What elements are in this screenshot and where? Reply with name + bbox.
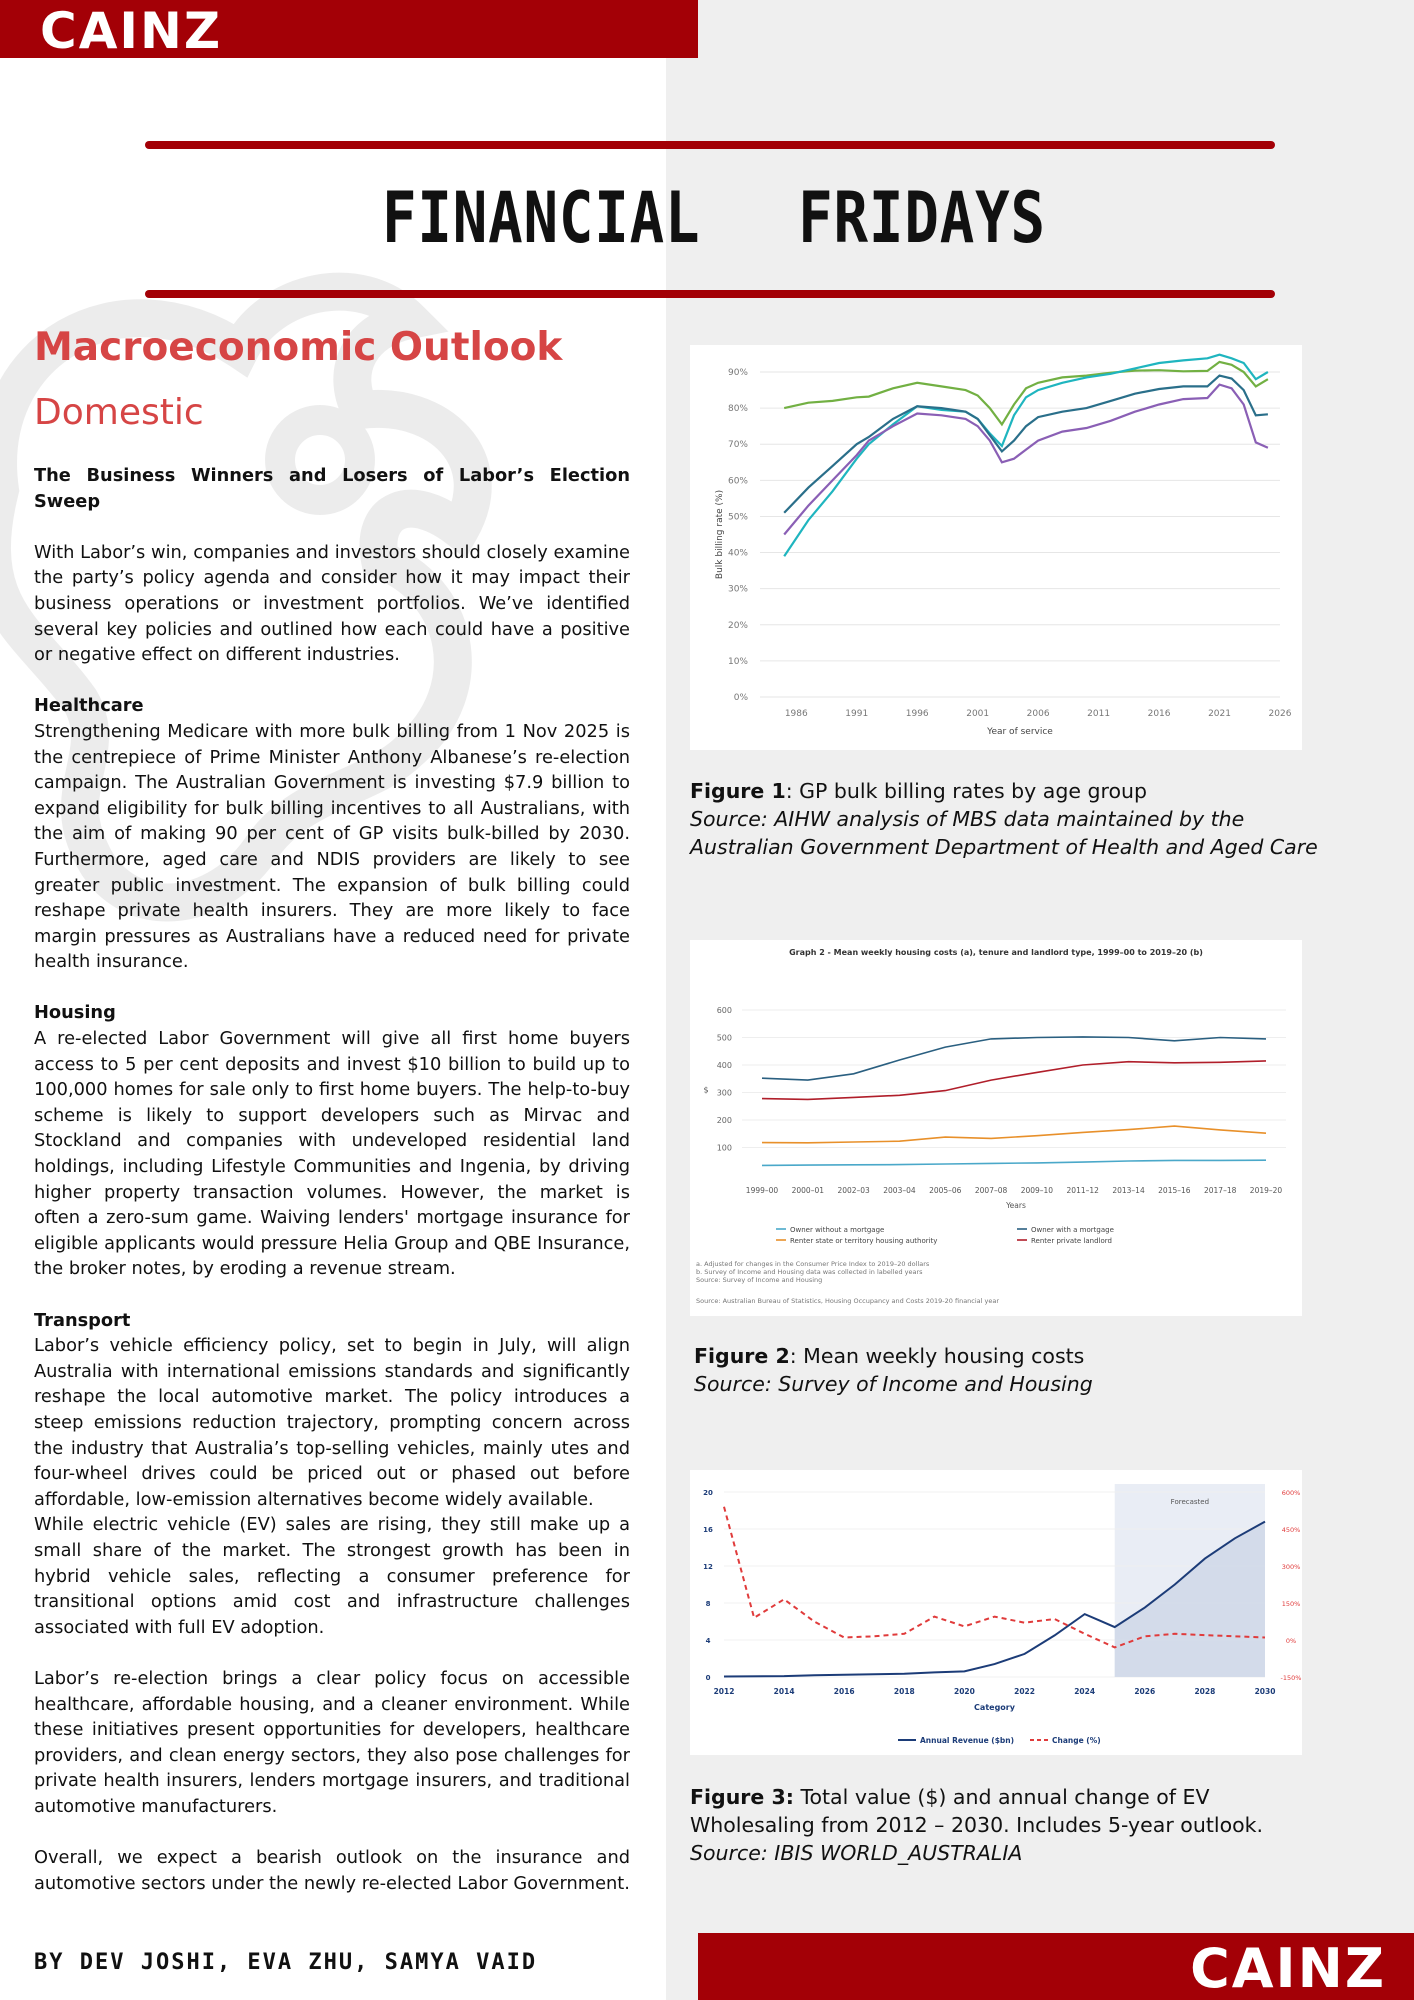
x-tick-label: 2000–01	[791, 1186, 825, 1195]
y2-tick-label: 150%	[1281, 1600, 1301, 1608]
legend-label: Annual Revenue ($bn)	[920, 1736, 1015, 1745]
y-tick-label: 50%	[727, 512, 748, 523]
cainz-logo-bottom: CAINZ	[1190, 1937, 1386, 2000]
x-tick-label: 1999–00	[745, 1186, 779, 1195]
x-tick-label: 2007–08	[974, 1186, 1008, 1195]
chart-1-svg	[690, 345, 1302, 750]
series-line-0	[762, 1160, 1266, 1165]
legend-label: Owner with a mortgage	[1031, 1226, 1114, 1234]
figure-3-label: Figure 3:	[690, 1785, 794, 1809]
legend-label: Change (%)	[1052, 1736, 1101, 1745]
cainz-logo-top: CAINZ	[40, 2, 223, 60]
series-line-1	[762, 1037, 1266, 1080]
figure-2-title: : Mean weekly housing costs	[789, 1344, 1085, 1368]
y-axis-label: $	[703, 1085, 709, 1095]
forecast-annotation: Forecasted	[1170, 1498, 1210, 1506]
byline: BY DEV JOSHI, EVA ZHU, SAMYA VAID	[34, 1950, 538, 1975]
y-tick-label: 300	[716, 1088, 732, 1098]
legend-label: Renter private landlord	[1031, 1237, 1112, 1245]
figure-2-label: Figure 2	[694, 1344, 790, 1368]
x-tick-label: 2009–10	[1020, 1186, 1054, 1195]
y-tick-label: 20	[703, 1489, 713, 1497]
x-tick-label: 2003–04	[883, 1186, 916, 1195]
figure-1-caption	[690, 777, 1330, 861]
x-tick-label: 1996	[905, 709, 929, 719]
x-tick-label: 2030	[1254, 1687, 1276, 1696]
series-line-3	[762, 1061, 1266, 1100]
figure-2-caption	[694, 1342, 1334, 1398]
chart-2-svg	[690, 940, 1302, 1316]
y-tick-label: 90%	[727, 368, 748, 378]
x-axis-label: Year of service	[987, 727, 1053, 737]
x-tick-label: 2006	[1026, 709, 1050, 719]
housing-heading: Housing	[34, 1002, 116, 1024]
figure-1-source: Source: AIHW analysis of MBS data maintained by the Australian Government Department of Health and Aged Care	[690, 807, 1318, 859]
y-tick-label: 16	[703, 1526, 713, 1534]
figure-1-chart	[690, 345, 1302, 750]
x-tick-label: 2002–03	[837, 1186, 870, 1195]
y-tick-label: 200	[716, 1116, 732, 1125]
figure-1-title: : GP bulk billing rates by age group	[785, 779, 1148, 803]
masthead-right-word: FRIDAYS	[798, 177, 1046, 259]
masthead-rule-bottom	[145, 290, 1275, 298]
healthcare-body: Strengthening Medicare with more bulk billing from 1 Nov 2025 is the centrepiece of Prime Minister Anthony Albanese’s re-election campaign. The Australian Government is investing $7.9 billion to expand eligibility for bulk billing incentives to all Australians, with the aim of making 90 per cent of GP visits bulk-billed by 2030. Furthermore, aged care and NDIS providers are likely to see greater public investment. The expansion of bulk billing could reshape private health insurers. They are more likely to face margin pressures as Australians have a reduced need for private health insurance.	[34, 720, 630, 973]
y-tick-label: 40%	[727, 548, 748, 559]
x-tick-label: 2014	[773, 1687, 795, 1696]
x-tick-label: 1986	[784, 709, 808, 719]
legend-label: Renter state or territory housing authority	[790, 1237, 938, 1245]
x-tick-label: 2001	[966, 709, 990, 719]
y-axis-label: Bulk billing rate (%)	[715, 489, 725, 580]
transport-heading: Transport	[34, 1309, 131, 1331]
y2-tick-label: 300%	[1281, 1563, 1301, 1571]
figure-3-chart	[690, 1470, 1302, 1755]
article-outlook: Overall, we expect a bearish outlook on the insurance and automotive sectors under the newly re-elected Labor Government.	[34, 1847, 630, 1894]
section-subheading: Domestic	[34, 392, 204, 433]
x-tick-label: 2026	[1134, 1687, 1156, 1696]
section-heading: Macroeconomic Outlook	[34, 325, 563, 370]
article-conclusion: Labor’s re-election brings a clear policy focus on accessible healthcare, affordable housing, and a cleaner environment. While these initiatives present opportunities for developers, healthcare providers, and clean energy sectors, they also pose challenges for private health insurers, lenders mortgage insurers, and traditional automotive manufacturers.	[34, 1667, 630, 1817]
y-tick-label: 80%	[727, 404, 748, 415]
x-tick-label: 2020	[954, 1687, 975, 1696]
y-tick-label: 600	[716, 1006, 732, 1015]
y2-tick-label: 0%	[1285, 1637, 1297, 1645]
x-tick-label: 2013–14	[1112, 1186, 1145, 1195]
x-tick-label: 2019–20	[1249, 1186, 1283, 1195]
chart-note: Source: Australian Bureau of Statistics, Housing Occupancy and Costs 2019-20 financial year	[696, 1297, 1000, 1305]
article-body	[34, 463, 630, 1896]
figure-3-source: Source: IBIS WORLD_AUSTRALIA	[690, 1841, 1023, 1865]
y-tick-label: 400	[716, 1061, 732, 1070]
article-title: The Business Winners and Losers of Labor’s Election Sweep	[34, 465, 630, 512]
x-tick-label: 1991	[845, 709, 869, 719]
chart-note: Source: Survey of Income and Housing	[696, 1276, 823, 1284]
x-tick-label: 2016	[1147, 709, 1171, 719]
masthead-rule-top	[145, 141, 1275, 149]
y-tick-label: 4	[705, 1637, 711, 1645]
x-axis-label: Category	[974, 1703, 1015, 1712]
series-line-0	[784, 362, 1268, 425]
y-tick-label: 0%	[733, 693, 748, 703]
transport-body: Labor’s vehicle efficiency policy, set to begin in July, will align Australia with international emissions standards and significantly reshape the local automotive market. The policy introduces a steep emissions reduction trajectory, prompting concern across the industry that Australia’s top-selling vehicles, mainly utes and four-wheel drives could be priced out or phased out before affordable, low-emission alternatives become widely available.	[34, 1335, 630, 1510]
figure-2-chart	[690, 940, 1302, 1316]
figure-3-title: Total value ($) and annual change of EV Wholesaling from 2012 – 2030. Includes 5-year outlook.	[690, 1785, 1264, 1837]
x-axis-label: Years	[1006, 1201, 1026, 1210]
housing-body: A re-elected Labor Government will give all first home buyers access to 5 per cent deposits and invest $10 billion to build up to 100,000 homes for sale only to first home buyers. The help-to-buy scheme is likely to support developers such as Mirvac and Stockland and companies with undeveloped residential land holdings, including Lifestyle Communities and Ingenia, by driving higher property transaction volumes. However, the market is often a zero-sum game. Waiving lenders' mortgage insurance for eligible applicants would pressure Helia Group and QBE Insurance, the broker notes, by eroding a revenue stream.	[34, 1028, 630, 1280]
x-tick-label: 2022	[1014, 1687, 1035, 1696]
y-tick-label: 0	[705, 1674, 711, 1682]
y-tick-label: 10%	[727, 656, 748, 667]
y2-tick-label: 450%	[1281, 1526, 1301, 1534]
legend-label: Owner without a mortgage	[790, 1226, 885, 1234]
x-tick-label: 2017–18	[1203, 1186, 1237, 1195]
y-tick-label: 70%	[727, 440, 748, 451]
masthead	[381, 177, 1046, 259]
chart-note: b. Survey of Income and Housing data was collected in labelled years	[696, 1268, 923, 1276]
y-tick-label: 500	[716, 1033, 732, 1043]
y2-tick-label: -150%	[1280, 1674, 1302, 1682]
series-line-2	[762, 1126, 1266, 1143]
healthcare-heading: Healthcare	[34, 695, 144, 717]
y-tick-label: 30%	[727, 584, 748, 595]
y2-tick-label: 600%	[1281, 1489, 1301, 1497]
x-tick-label: 2005–06	[929, 1186, 962, 1195]
y-tick-label: 12	[703, 1563, 713, 1571]
chart-title: Graph 2 - Mean weekly housing costs (a), tenure and landlord type, 1999–00 to 2019–20 (b)	[789, 948, 1203, 957]
x-tick-label: 2028	[1194, 1687, 1216, 1696]
article-intro: With Labor’s win, companies and investors should closely examine the party’s policy agenda and consider how it may impact their business operations or investment portfolios. We’ve identified several key policies and outlined how each could have a positive or negative effect on different industries.	[34, 541, 630, 666]
x-tick-label: 2012	[713, 1687, 735, 1696]
x-tick-label: 2015–16	[1158, 1186, 1191, 1195]
x-tick-label: 2011	[1087, 709, 1111, 719]
y-tick-label: 100	[716, 1143, 732, 1153]
figure-2-source: Source: Survey of Income and Housing	[694, 1372, 1093, 1396]
masthead-left-word: FINANCIAL	[381, 177, 701, 259]
transport-body-2: While electric vehicle (EV) sales are rising, they still make up a small share of the market. The strongest growth has been in hybrid vehicle sales, reflecting a consumer preference for transitional options amid cost and infrastructure challenges associated with full EV adoption.	[34, 1514, 630, 1638]
chart-note: a. Adjusted for changes in the Consumer Price Index to 2019–20 dollars	[696, 1260, 930, 1268]
y-tick-label: 60%	[727, 476, 748, 487]
y-tick-label: 20%	[727, 620, 748, 631]
y-tick-label: 8	[705, 1600, 711, 1608]
chart-3-svg	[690, 1470, 1302, 1755]
figure-1-label: Figure 1	[690, 779, 786, 803]
x-tick-label: 2018	[893, 1687, 915, 1696]
x-tick-label: 2011–12	[1066, 1186, 1099, 1195]
x-tick-label: 2026	[1268, 709, 1292, 719]
x-tick-label: 2024	[1074, 1687, 1096, 1696]
x-tick-label: 2021	[1208, 709, 1231, 719]
figure-3-caption	[690, 1783, 1330, 1867]
x-tick-label: 2016	[833, 1687, 855, 1696]
